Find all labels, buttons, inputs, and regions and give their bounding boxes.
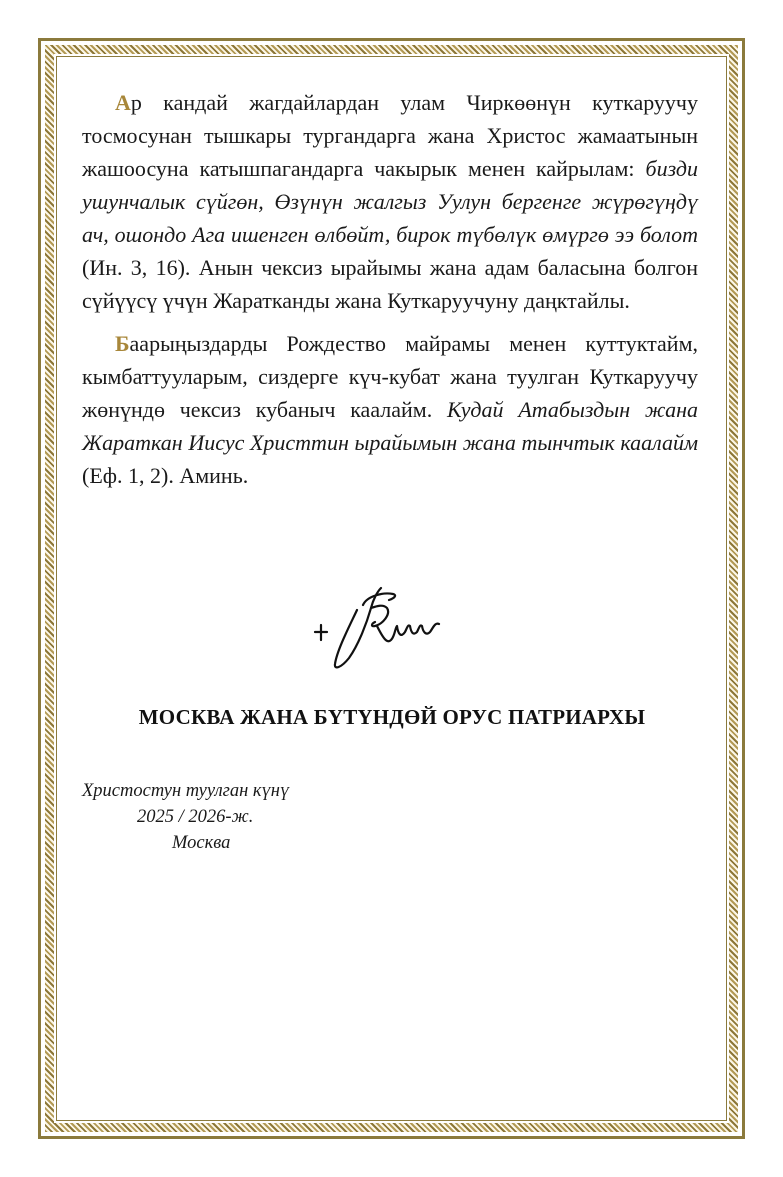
handwritten-signature <box>305 580 455 680</box>
paragraph-2-quote: Кудай Атабыздын жана Жараткан Иисус Христтин ырайымын жана тынчтык каалайм <box>82 397 699 455</box>
paragraph-1 <box>82 86 698 317</box>
letter-body <box>82 86 698 502</box>
place-and-date <box>82 778 332 856</box>
paragraph-2-initial: Б <box>115 331 130 356</box>
paragraph-1-initial: А <box>115 90 131 115</box>
paragraph-2 <box>82 327 698 492</box>
paragraph-1-text-b: (Ин. 3, 16). Анын чексиз ырайымы жана адам баласына болгон сүйүүсү үчүн Жаратканды жана Куткаруучуну даңктайлы. <box>82 255 698 313</box>
signatory-title: МОСКВА ЖАНА БҮТҮНДӨЙ ОРУС ПАТРИАРХЫ <box>138 705 646 729</box>
place-line-occasion: Христостун туулган күнү <box>82 781 290 801</box>
paragraph-2-text-b: (Еф. 1, 2). Аминь. <box>82 463 249 488</box>
paragraph-1-text-a: р кандай жагдайлардан улам Чиркөөнүн куткаруучу тосмосунан тышкары тургандарга жана Христос жамаатынын жашоосуна катышпагандарга чакырык менен кайрылам: <box>82 90 698 181</box>
place-line-year: 2025 / 2026-ж. <box>137 807 254 827</box>
paragraph-1-quote: бизди ушунчалык сүйгөн, Өзүнүн жалгыз Уулун бергенге жүрөгүңдү ач, ошондо Ага ишенген өлбөйт, бирок түбөлүк өмүргө ээ болот <box>82 156 698 247</box>
paragraph-2-text-a: аарыңыздарды Рождество майрамы менен куттуктайм, кымбаттууларым, сиздерге күч-кубат жана туулган Куткаруучу жөнүндө чексиз кубаныч каалайм. <box>82 331 698 422</box>
place-line-city: Москва <box>172 833 231 853</box>
